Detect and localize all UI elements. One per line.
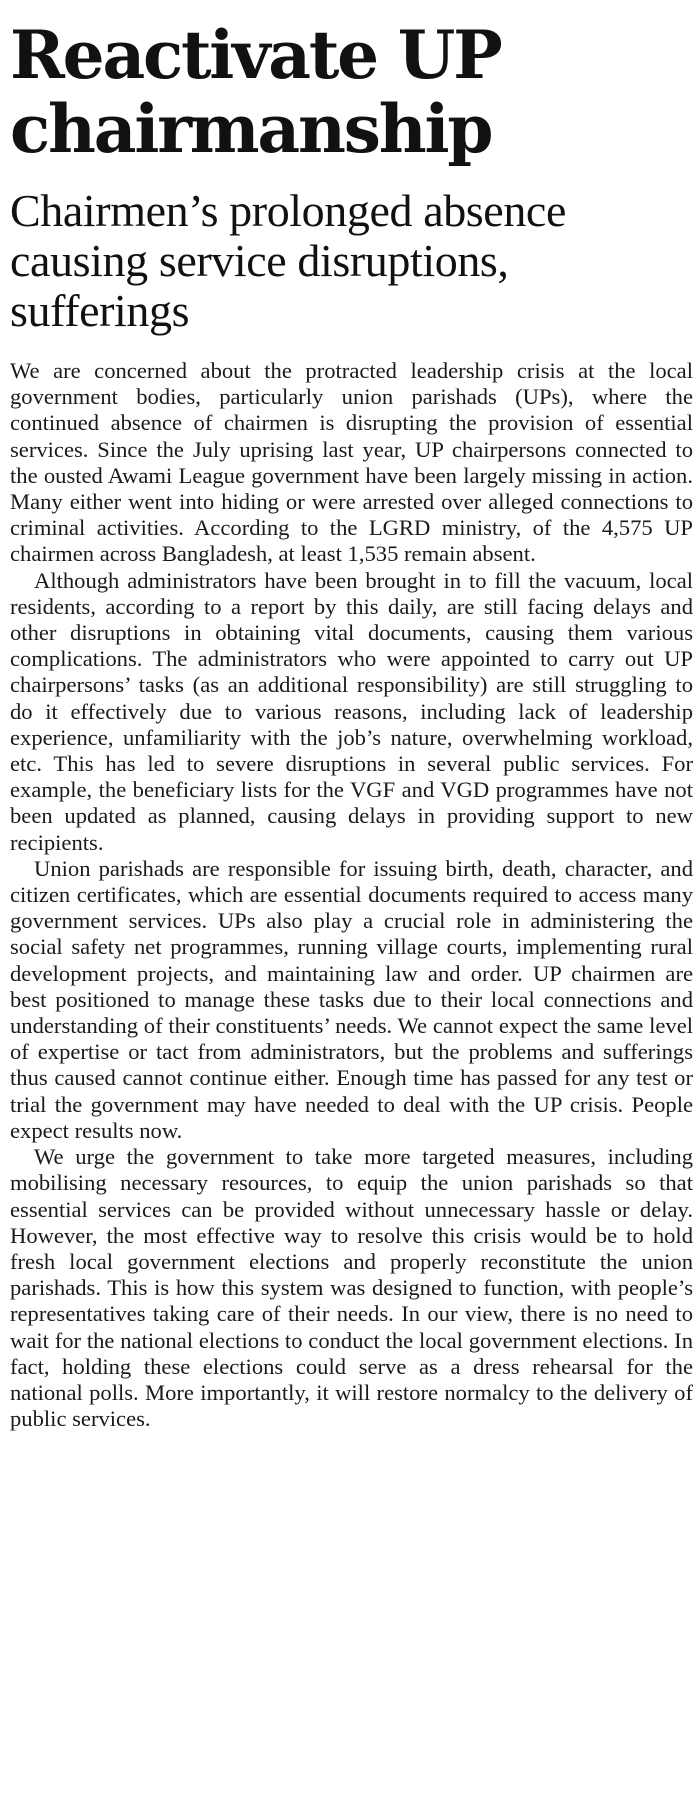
- paragraph-4: We urge the government to take more targeted measures, including mobilising necessary resources, to equip the union parishads so that essential services can be provided without unnecessary hassle or delay. However, the most effective way to resolve this crisis would be to hold fresh local government elections and properly reconstitute the union parishads. This is how this system was designed to function, with people’s representatives taking care of their needs. In our view, there is no need to wait for the national elections to conduct the local government elections. In fact, holding these elections could serve as a dress rehearsal for the national polls. More importantly, it will restore normalcy to the delivery of public services.: [10, 1144, 693, 1432]
- editorial-article: [10, 18, 693, 1432]
- paragraph-2: Although administrators have been brought in to fill the vacuum, local residents, according to a report by this daily, are still facing delays and other disruptions in obtaining vital documents, causing them various complications. The administrators who were appointed to carry out UP chairpersons’ tasks (as an additional responsibility) are still struggling to do it effectively due to various reasons, including lack of leadership experience, unfamiliarity with the job’s nature, overwhelming workload, etc. This has led to severe disruptions in several public services. For example, the beneficiary lists for the VGF and VGD programmes have not been updated as planned, causing delays in providing support to new recipients.: [10, 567, 693, 855]
- headline: Reactivate UP chairmanship: [10, 16, 501, 168]
- paragraph-3: Union parishads are responsible for issuing birth, death, character, and citizen certificates, which are essential documents required to access many government services. UPs also play a crucial role in administering the social safety net programmes, running village courts, implementing rural development projects, and maintaining law and order. UP chairmen are best positioned to manage these tasks due to their local connections and understanding of their constituents’ needs. We cannot expect the same level of expertise or tact from administrators, but the problems and sufferings thus caused cannot continue either. Enough time has passed for any test or trial the government may have needed to deal with the UP crisis. People expect results now.: [10, 855, 693, 1143]
- article-body: [10, 358, 693, 1432]
- paragraph-1: We are concerned about the protracted leadership crisis at the local government bodies, particularly union parishads (UPs), where the continued absence of chairmen is disrupting the provision of essential services. Since the July uprising last year, UP chairpersons connected to the ousted Awami League government have been largely missing in action. Many either went into hiding or were arrested over alleged connections to criminal activities. According to the LGRD ministry, of the 4,575 UP chairmen across Bangladesh, at least 1,535 remain absent.: [10, 358, 693, 567]
- subheadline: Chairmen’s prolonged absence causing service disruptions, sufferings: [10, 185, 566, 336]
